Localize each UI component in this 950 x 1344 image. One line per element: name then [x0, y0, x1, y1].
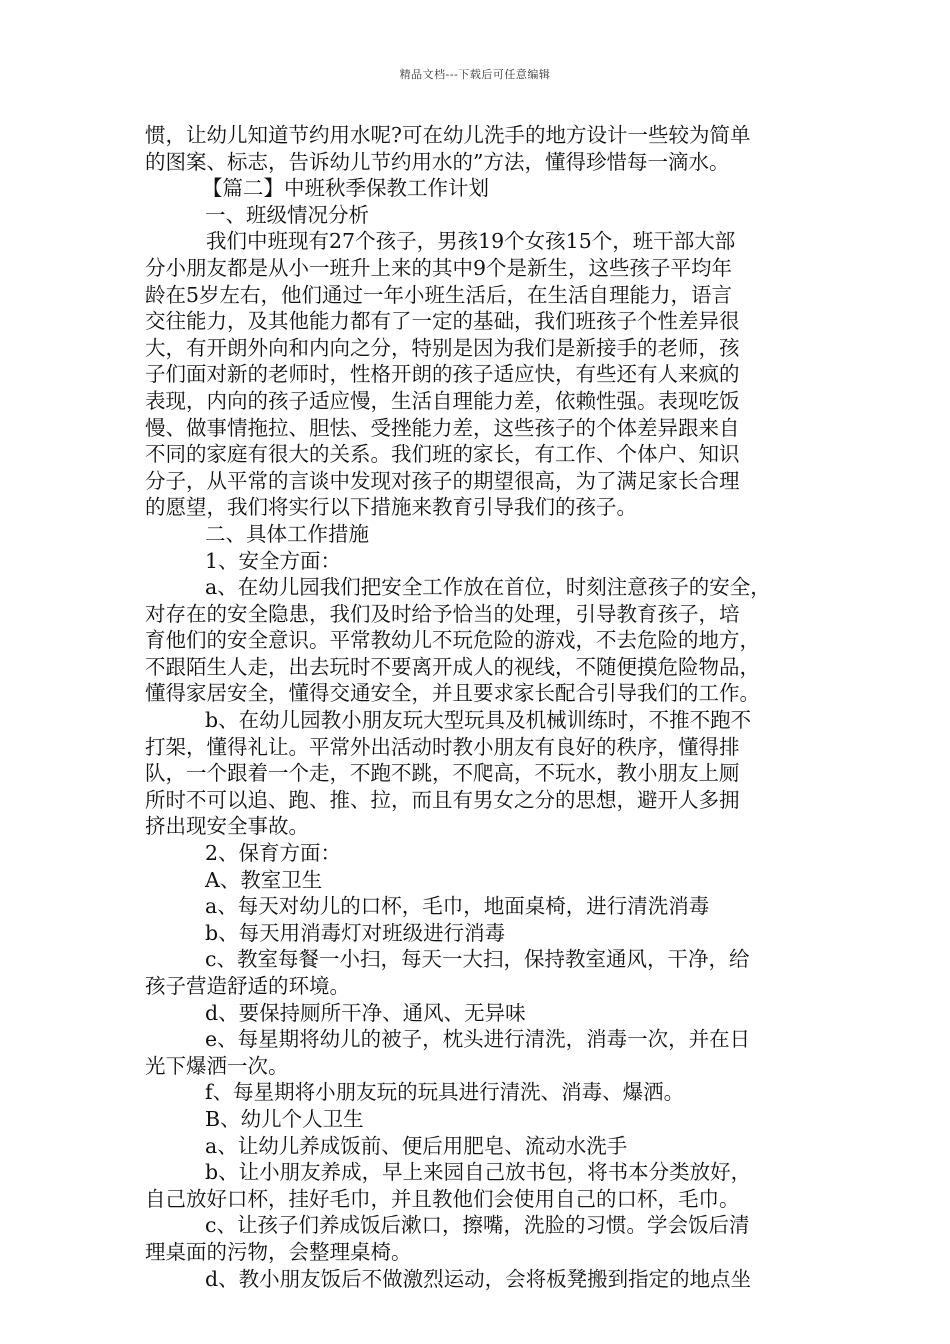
text-line: a、让幼儿养成饭前、便后用肥皂、流动水洗手	[205, 1133, 628, 1158]
text-line: 自己放好口杯，挂好毛巾，并且教他们会使用自己的口杯，毛巾。	[145, 1186, 740, 1211]
text-line: 惯，让幼儿知道节约用水呢?可在幼儿洗手的地方设计一些较为简单	[145, 123, 751, 147]
text-line: 理桌面的污物，会整理桌椅。	[145, 1239, 412, 1264]
text-line: 懂得家居安全，懂得交通安全，并且要求家长配合引导我们的工作。	[145, 681, 760, 706]
text-line: b、让小朋友养成，早上来园自己放书包，将书本分类放好，	[205, 1160, 752, 1185]
text-line: a、在幼儿园我们把安全工作放在首位，时刻注意孩子的安全，	[205, 575, 771, 600]
text-line: 一、班级情况分析	[205, 202, 369, 227]
text-line: 对存在的安全隐患，我们及时给予恰当的处理，引导教育孩子，培	[145, 601, 740, 626]
text-line: 交往能力，及其他能力都有了一定的基础，我们班孩子个性差异很	[145, 309, 740, 334]
text-line: 我们中班现有27个孩子，男孩19个女孩15个，班干部大部	[206, 229, 736, 254]
text-line: 慢、做事情拖拉、胆怯、受挫能力差，这些孩子的个体差异跟来自	[145, 415, 740, 440]
text-line: 所时不可以追、跑、推、拉，而且有男女之分的思想，避开人多拥	[145, 787, 740, 812]
text-line: b、每天用消毒灯对班级进行消毒	[205, 920, 506, 945]
text-line: 不同的家庭有很大的关系。我们班的家长，有工作、个体户、知识	[145, 442, 740, 467]
text-line: 龄在5岁左右，他们通过一年小班生活后，在生活自理能力，语言	[145, 282, 733, 307]
text-line: a、每天对幼儿的口杯，毛巾，地面桌椅，进行清洗消毒	[205, 894, 710, 919]
text-line: 表现，内向的孩子适应慢，生活自理能力差，依赖性强。表现吃饭	[145, 388, 740, 413]
text-line: 孩子营造舒适的环境。	[145, 974, 350, 998]
text-line: e、每星期将幼儿的被子，枕头进行清洗，消毒一次，并在日	[205, 1027, 751, 1052]
text-line: 光下爆洒一次。	[145, 1053, 289, 1078]
text-line: 分小朋友都是从小一班升上来的其中9个是新生，这些孩子平均年	[145, 255, 733, 280]
text-line: 的图案、标志，告诉幼儿节约用水的”方法，懂得珍惜每一滴水。	[145, 149, 730, 174]
text-line: 子们面对新的老师时，性格开朗的孩子适应快，有些还有人来疯的	[145, 362, 740, 387]
text-line: 1、安全方面：	[205, 548, 342, 573]
text-line: 二、具体工作措施	[205, 521, 369, 546]
text-line: d、要保持厕所干净、通风、无异味	[205, 1000, 526, 1025]
text-line: c、教室每餐一小扫，每天一大扫，保持教室通风，干净，给	[205, 947, 750, 972]
text-line: 大，有开朗外向和内向之分，特别是因为我们是新接手的老师，孩	[145, 335, 740, 360]
text-line: A、教室卫生	[205, 867, 323, 892]
text-line: 2、保育方面：	[205, 841, 342, 866]
text-line: 【篇二】中班秋季保教工作计划	[202, 176, 489, 201]
text-line: d、教小朋友饭后不做激烈运动，会将板凳搬到指定的地点坐	[205, 1266, 752, 1291]
text-line: 分子，从平常的言谈中发现对孩子的期望很高，为了满足家长合理	[145, 468, 740, 493]
text-line: 不跟陌生人走，出去玩时不要离开成人的视线，不随便摸危险物品，	[145, 654, 760, 679]
text-line: c、让孩子们养成饭后漱口，擦嘴，洗脸的习惯。学会饭后清	[205, 1213, 750, 1238]
text-line: b、在幼儿园教小朋友玩大型玩具及机械训练时，不推不跑不	[205, 708, 752, 733]
text-line: 的愿望，我们将实行以下措施来教育引导我们的孩子。	[145, 495, 637, 520]
page-header: 精品文档---下载后可任意编辑	[399, 68, 551, 81]
text-line: 挤出现安全事故。	[145, 814, 309, 839]
text-line: 队，一个跟着一个走，不跑不跳，不爬高，不玩水，教小朋友上厕	[145, 761, 740, 786]
document-body	[145, 122, 805, 1292]
text-line: B、幼儿个人卫生	[205, 1106, 364, 1131]
text-line: 育他们的安全意识。平常教幼儿不玩危险的游戏，不去危险的地方，	[145, 628, 760, 653]
text-line: 打架，懂得礼让。平常外出活动时教小朋友有良好的秩序，懂得排	[145, 734, 740, 759]
text-line: f、每星期将小朋友玩的玩具进行清洗、消毒、爆洒。	[205, 1080, 685, 1105]
